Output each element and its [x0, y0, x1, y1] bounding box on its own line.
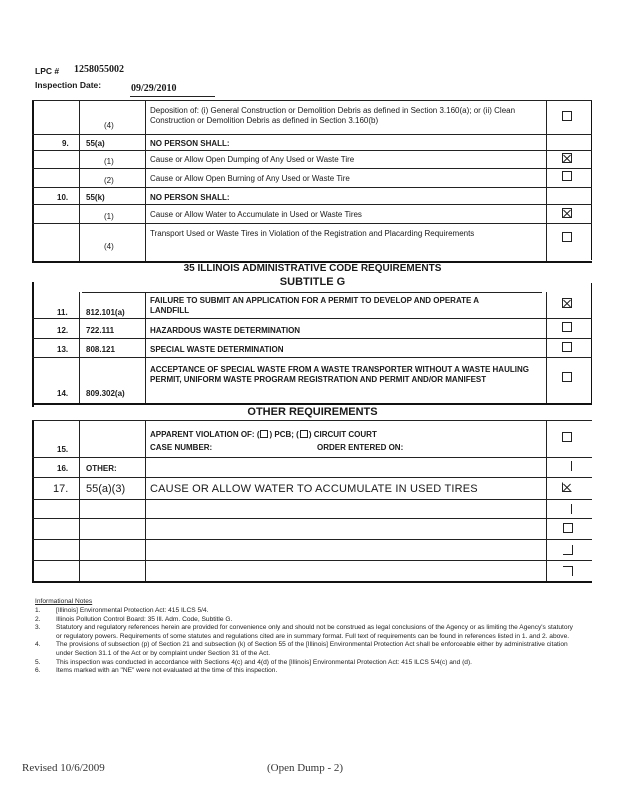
row-rule	[32, 457, 592, 458]
row-rule	[32, 150, 592, 151]
row-sub-number: (1)	[104, 157, 114, 166]
checkbox[interactable]	[563, 523, 573, 533]
note-item	[35, 641, 575, 658]
col-divider-check-iac	[546, 292, 547, 404]
row-section: 812.101(a)	[86, 308, 125, 317]
col-divider-text-other	[145, 420, 146, 582]
row-rule	[32, 357, 592, 358]
col-divider-text-iac	[145, 292, 146, 404]
col-divider-text	[145, 100, 146, 262]
partial-checkbox-mark	[572, 566, 573, 576]
note-item	[35, 659, 575, 668]
note-number: 4.	[35, 641, 41, 649]
checkbox[interactable]	[562, 432, 572, 442]
other-label: OTHER:	[86, 464, 117, 473]
checkbox[interactable]	[562, 322, 572, 332]
checkbox[interactable]	[562, 111, 572, 121]
row-text: CAUSE OR ALLOW WATER TO ACCUMULATE IN USED TIRES	[150, 483, 478, 495]
apparent-violation-label: APPARENT VIOLATION OF:	[150, 430, 255, 439]
row-text: Cause or Allow Open Dumping of Any Used or Waste Tire	[150, 155, 355, 164]
row-section: 55(a)(3)	[86, 483, 126, 495]
lpc-number: 1258055002	[74, 64, 124, 75]
row-section: 55(k)	[86, 193, 105, 202]
row-text: SPECIAL WASTE DETERMINATION	[150, 345, 284, 354]
note-item	[35, 667, 575, 676]
table-left-border	[32, 100, 34, 262]
apparent-violation-line: APPARENT VIOLATION OF: ( ) PCB; ( ) CIRCUIT COURT	[150, 430, 377, 439]
col-divider-check	[546, 100, 547, 262]
checkbox-checked[interactable]	[562, 153, 572, 163]
checkbox[interactable]	[562, 171, 572, 181]
row-section: 809.302(a)	[86, 389, 125, 398]
case-number-label: CASE NUMBER:	[150, 443, 213, 452]
note-item	[35, 624, 575, 641]
partial-checkbox-mark	[571, 504, 572, 514]
note-number: 2.	[35, 615, 41, 623]
table-left-border-iac	[32, 282, 34, 407]
row-text: Deposition of: (i) General Construction or Demolition Debris as defined in Section 3.160(a); or (ii) Clean Construction or Demolition Debris as defined in Section 3.160(b)	[150, 106, 516, 125]
checkbox[interactable]	[562, 232, 572, 242]
checkbox-checked[interactable]	[562, 482, 572, 492]
col-divider-num-other	[79, 420, 80, 582]
partial-checkbox-mark	[572, 545, 573, 555]
note-text: This inspection was conducted in accordance with Sections 4(c) and 4(d) of the [Illinois] Environmental Protection Act: 415 ILCS 5/4(c) and (d).	[56, 658, 472, 666]
row-number: 9.	[62, 139, 69, 148]
iac-subheading: SUBTITLE G	[279, 276, 346, 288]
row-rule	[32, 420, 592, 421]
row-text: Cause or Allow Open Burning of Any Used or Waste Tire	[150, 174, 350, 183]
row-text: NO PERSON SHALL:	[150, 139, 230, 148]
note-number: 6.	[35, 667, 41, 675]
row-rule	[32, 477, 592, 478]
table-right-border	[591, 100, 592, 260]
row-text: NO PERSON SHALL:	[150, 193, 230, 202]
row-rule	[32, 223, 592, 224]
row-sub-number: (2)	[104, 176, 114, 185]
row-rule	[32, 560, 592, 561]
col-divider-num-iac	[79, 292, 80, 404]
row-rule	[32, 134, 592, 135]
note-text: Statutory and regulatory references herein are provided for convenience only and should not be construed as legal conclusions of the Agency or as limiting the Agency's statutory or regulatory powers. Requirements of some statutes and regulations cited are in summary format. Full text of requirements can be found in references listed in 1. and 2. above.	[56, 624, 573, 640]
row-number: 10.	[57, 193, 69, 202]
order-entered-label: ORDER ENTERED ON:	[317, 443, 404, 452]
row-section: 808.121	[86, 345, 115, 354]
inspection-date-label: Inspection Date:	[35, 80, 102, 90]
row-number: 16.	[57, 464, 69, 473]
note-text: [Illinois] Environmental Protection Act: 415 ILCS 5/4.	[56, 607, 209, 614]
row-rule	[32, 204, 592, 205]
notes-list	[35, 607, 575, 676]
row-number: 13.	[57, 345, 69, 354]
row-section: 55(a)	[86, 139, 105, 148]
row-sub-number: (4)	[104, 121, 114, 130]
row-rule	[32, 499, 592, 500]
col-divider-check-other	[546, 420, 547, 582]
row-rule	[32, 318, 592, 319]
notes-title: Informational Notes	[35, 598, 93, 605]
row-text: FAILURE TO SUBMIT AN APPLICATION FOR A PERMIT TO DEVELOP AND OPERATE A LANDFILL	[150, 296, 479, 315]
pcb-checkbox[interactable]	[260, 430, 268, 438]
table-right-border-iac	[591, 283, 592, 403]
iac-heading: 35 ILLINOIS ADMINISTRATIVE CODE REQUIREMENTS	[183, 263, 442, 274]
row-rule	[32, 338, 592, 339]
date-underline	[130, 96, 215, 97]
table-top-border	[32, 100, 592, 101]
row-rule	[32, 581, 592, 583]
note-text: Items marked with an "NE" were not evaluated at the time of this inspection.	[56, 667, 278, 675]
row-number: 15.	[57, 445, 69, 454]
row-text: HAZARDOUS WASTE DETERMINATION	[150, 326, 301, 335]
table-left-border-other	[32, 420, 34, 582]
partial-checkbox-mark	[571, 461, 572, 471]
circuit-court-checkbox[interactable]	[300, 430, 308, 438]
row-rule	[32, 539, 592, 540]
row-number: 14.	[57, 389, 69, 398]
row-rule	[32, 403, 592, 405]
row-number: 17.	[53, 483, 69, 495]
row-rule	[32, 518, 592, 519]
note-number: 5.	[35, 658, 41, 666]
checkbox[interactable]	[562, 372, 572, 382]
checkbox-checked[interactable]	[562, 208, 572, 218]
inspection-date-value: 09/29/2010	[131, 83, 177, 94]
note-number: 1.	[35, 607, 41, 614]
row-rule	[32, 187, 592, 188]
row-text: Transport Used or Waste Tires in Violation of the Registration and Placarding Requirements	[150, 229, 475, 238]
row-text: ACCEPTANCE OF SPECIAL WASTE FROM A WASTE TRANSPORTER WITHOUT A WASTE HAULING PERMIT, UNIFORM WASTE PROGRAM REGISTRATION AND PERMIT AND/OR MANIFEST	[150, 365, 529, 384]
note-number: 3.	[35, 624, 41, 632]
col-divider-num	[79, 100, 80, 262]
row-number: 12.	[57, 326, 69, 335]
circuit-court-label: CIRCUIT COURT	[313, 430, 377, 439]
note-text: Illinois Pollution Control Board: 35 Ill. Adm. Code, Subtitle G.	[56, 615, 233, 623]
row-text: Cause or Allow Water to Accumulate in Used or Waste Tires	[150, 210, 362, 219]
note-item	[35, 616, 575, 625]
row-sub-number: (4)	[104, 242, 114, 251]
pcb-label: PCB;	[274, 430, 294, 439]
page-label: (Open Dump - 2)	[267, 762, 344, 774]
row-sub-number: (1)	[104, 212, 114, 221]
row-rule	[32, 168, 592, 169]
note-item	[35, 607, 575, 616]
iac-heading-rule	[82, 292, 542, 293]
revised-date: Revised 10/6/2009	[22, 762, 105, 774]
checkbox[interactable]	[562, 342, 572, 352]
row-number: 11.	[57, 308, 68, 317]
lpc-label: LPC #	[35, 66, 60, 76]
note-text: The provisions of subsection (p) of Section 21 and subsection (k) of Section 55 of the [Illinois] Environmental Protection Act shall be enforceable either by administrative citation under Section 31.1 of the Act or by complaint under Section 31 of the Act.	[56, 641, 568, 657]
row-section: 722.111	[86, 326, 115, 335]
checkbox-checked[interactable]	[562, 298, 572, 308]
other-requirements-heading: OTHER REQUIREMENTS	[247, 406, 378, 418]
